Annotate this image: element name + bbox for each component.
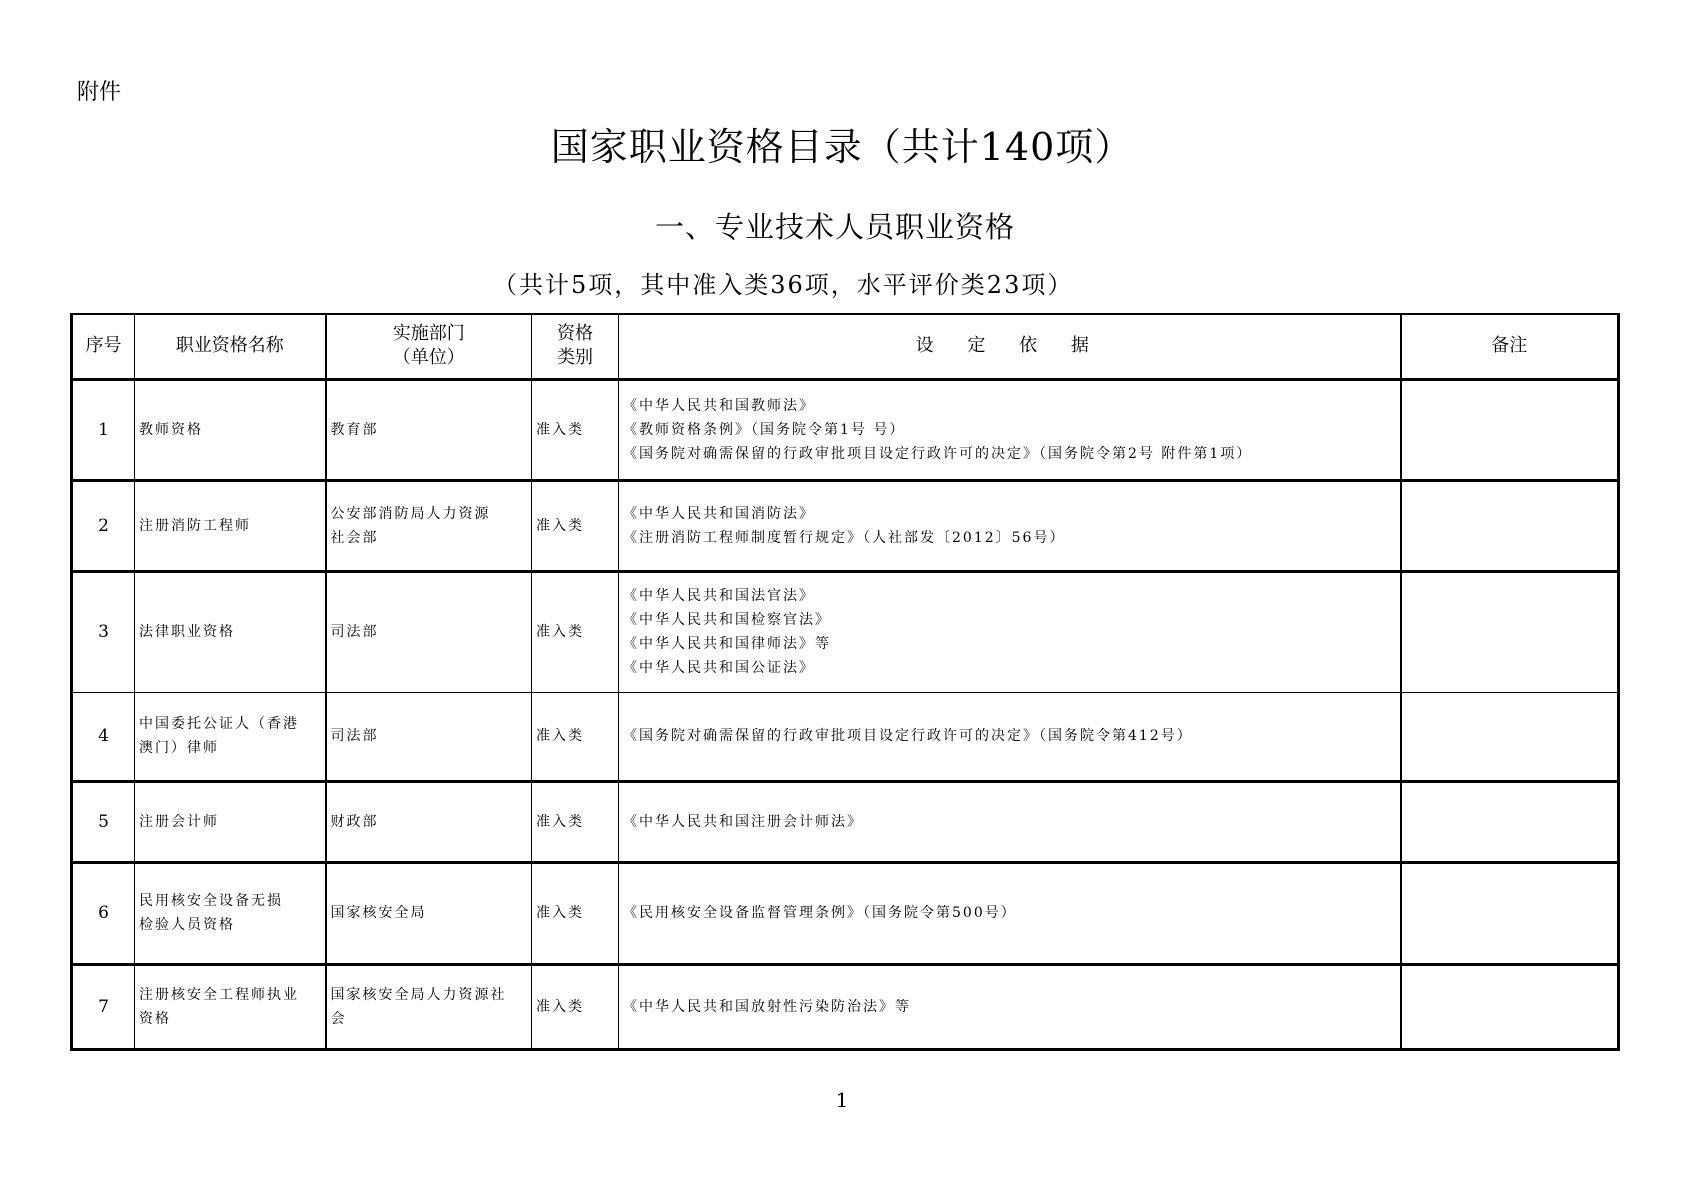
- section-subtitle: （共计5项，其中准入类36项，水平评价类23项）: [493, 271, 1074, 299]
- cell-name-line: 注册消防工程师: [139, 517, 251, 534]
- cell-category-text: 准入类: [536, 624, 584, 640]
- header-category-line1: 资格: [557, 323, 593, 345]
- cell-dept-line: 国家核安全局人力资源社: [330, 986, 507, 1003]
- table-row: [72, 480, 1619, 571]
- cell-category-text: 准入类: [536, 905, 584, 921]
- cell-dept: [326, 964, 532, 1049]
- cell-basis: [619, 571, 1401, 692]
- cell-remarks: [1401, 480, 1619, 571]
- cell-seq: 1: [72, 379, 135, 480]
- cell-name-line: 教师资格: [139, 421, 203, 438]
- header-category: [532, 314, 619, 379]
- cell-category-text: 准入类: [536, 421, 584, 438]
- cell-seq: 2: [72, 480, 135, 571]
- attachment-label: 附件: [77, 80, 122, 105]
- cell-basis-line: 《中华人民共和国教师法》: [623, 397, 815, 414]
- cell-basis-line: 《教师资格条例》（国务院令第1号 号）: [623, 421, 906, 438]
- cell-name-line: 中国委托公证人（香港: [139, 716, 299, 732]
- cell-seq: 6: [72, 862, 135, 964]
- cell-dept-line: 司法部: [330, 624, 379, 640]
- cell-basis: [619, 379, 1401, 480]
- cell-dept: [326, 862, 532, 964]
- header-dept-line2: （单位）: [392, 347, 465, 369]
- cell-category: [532, 781, 619, 862]
- cell-basis-line: 《中华人民共和国法官法》: [623, 588, 815, 604]
- header-dept: [326, 314, 532, 379]
- document-title: 国家职业资格目录（共计140项）: [550, 125, 1134, 169]
- header-remarks: 备注: [1401, 314, 1619, 379]
- cell-basis-line: 《民用核安全设备监督管理条例》（国务院令第500号）: [623, 905, 1017, 921]
- cell-name: [135, 964, 326, 1049]
- cell-category: [532, 692, 619, 781]
- header-basis: [619, 314, 1401, 379]
- cell-basis-line: 《中华人民共和国律师法》等: [623, 636, 831, 652]
- cell-basis-line: 《国务院对确需保留的行政审批项目设定行政许可的决定》（国务院令第2号 附件第1项）: [623, 445, 1253, 462]
- cell-basis: [619, 692, 1401, 781]
- table-row: [72, 379, 1619, 480]
- cell-dept-line: 会: [330, 1010, 347, 1027]
- cell-category-text: 准入类: [536, 728, 584, 744]
- qualification-table: [70, 313, 1620, 1051]
- cell-seq: 3: [72, 571, 135, 692]
- cell-basis: [619, 862, 1401, 964]
- header-name: 职业资格名称: [135, 314, 326, 379]
- section-title: 一、专业技术人员职业资格: [655, 210, 1016, 244]
- cell-category: [532, 379, 619, 480]
- cell-name-line: 注册核安全工程师执业: [139, 986, 299, 1003]
- header-basis-label: 设 定 依 据: [915, 335, 1103, 357]
- table-header-row: [72, 314, 1619, 379]
- cell-dept: [326, 379, 532, 480]
- cell-name: [135, 571, 326, 692]
- header-seq: 序号: [72, 314, 135, 379]
- header-dept-line1: 实施部门: [392, 323, 465, 345]
- cell-dept: [326, 781, 532, 862]
- cell-seq: 5: [72, 781, 135, 862]
- cell-dept-line: 公安部消防局人力资源: [330, 505, 491, 522]
- cell-remarks: [1401, 379, 1619, 480]
- cell-remarks: [1401, 571, 1619, 692]
- cell-basis-line: 《中华人民共和国注册会计师法》: [623, 813, 863, 830]
- cell-category-text: 准入类: [536, 813, 584, 830]
- cell-category: [532, 571, 619, 692]
- cell-basis: [619, 964, 1401, 1049]
- cell-name: [135, 781, 326, 862]
- cell-name: [135, 379, 326, 480]
- table-row: [72, 692, 1619, 781]
- cell-dept-line: 财政部: [330, 813, 379, 830]
- cell-category: [532, 480, 619, 571]
- table-row: [72, 964, 1619, 1049]
- table-row: [72, 571, 1619, 692]
- cell-name-line: 注册会计师: [139, 813, 219, 830]
- cell-category: [532, 964, 619, 1049]
- cell-basis: [619, 781, 1401, 862]
- cell-dept: [326, 571, 532, 692]
- cell-remarks: [1401, 862, 1619, 964]
- cell-dept-line: 国家核安全局: [330, 905, 427, 921]
- cell-basis-line: 《中华人民共和国消防法》: [623, 505, 815, 522]
- cell-name-line: 检验人员资格: [139, 917, 235, 933]
- cell-dept-line: 司法部: [330, 728, 379, 744]
- cell-basis-line: 《中华人民共和国检察官法》: [623, 612, 831, 628]
- cell-seq: 7: [72, 964, 135, 1049]
- page-number: 1: [835, 1088, 849, 1112]
- cell-category-text: 准入类: [536, 517, 584, 534]
- cell-category-text: 准入类: [536, 998, 584, 1015]
- cell-basis-line: 《国务院对确需保留的行政审批项目设定行政许可的决定》（国务院令第412号）: [623, 728, 1193, 744]
- cell-name-line: 法律职业资格: [139, 624, 235, 640]
- cell-dept: [326, 692, 532, 781]
- cell-name: [135, 480, 326, 571]
- cell-dept-line: 教育部: [330, 421, 379, 438]
- header-category-line2: 类别: [557, 347, 593, 369]
- cell-seq: 4: [72, 692, 135, 781]
- table-row: [72, 781, 1619, 862]
- cell-basis-line: 《中华人民共和国公证法》: [623, 660, 815, 676]
- cell-remarks: [1401, 692, 1619, 781]
- cell-name-line: 民用核安全设备无损: [139, 893, 283, 909]
- cell-category: [532, 862, 619, 964]
- cell-name: [135, 692, 326, 781]
- cell-dept-line: 社会部: [330, 529, 379, 546]
- cell-name-line: 资格: [139, 1010, 171, 1027]
- table-row: [72, 862, 1619, 964]
- cell-basis: [619, 480, 1401, 571]
- cell-remarks: [1401, 781, 1619, 862]
- cell-name-line: 澳门）律师: [139, 740, 219, 756]
- cell-name: [135, 862, 326, 964]
- cell-basis-line: 《注册消防工程师制度暂行规定》（人社部发〔2012〕56号）: [623, 529, 1066, 546]
- cell-basis-line: 《中华人民共和国放射性污染防治法》等: [623, 998, 911, 1015]
- cell-remarks: [1401, 964, 1619, 1049]
- cell-dept: [326, 480, 532, 571]
